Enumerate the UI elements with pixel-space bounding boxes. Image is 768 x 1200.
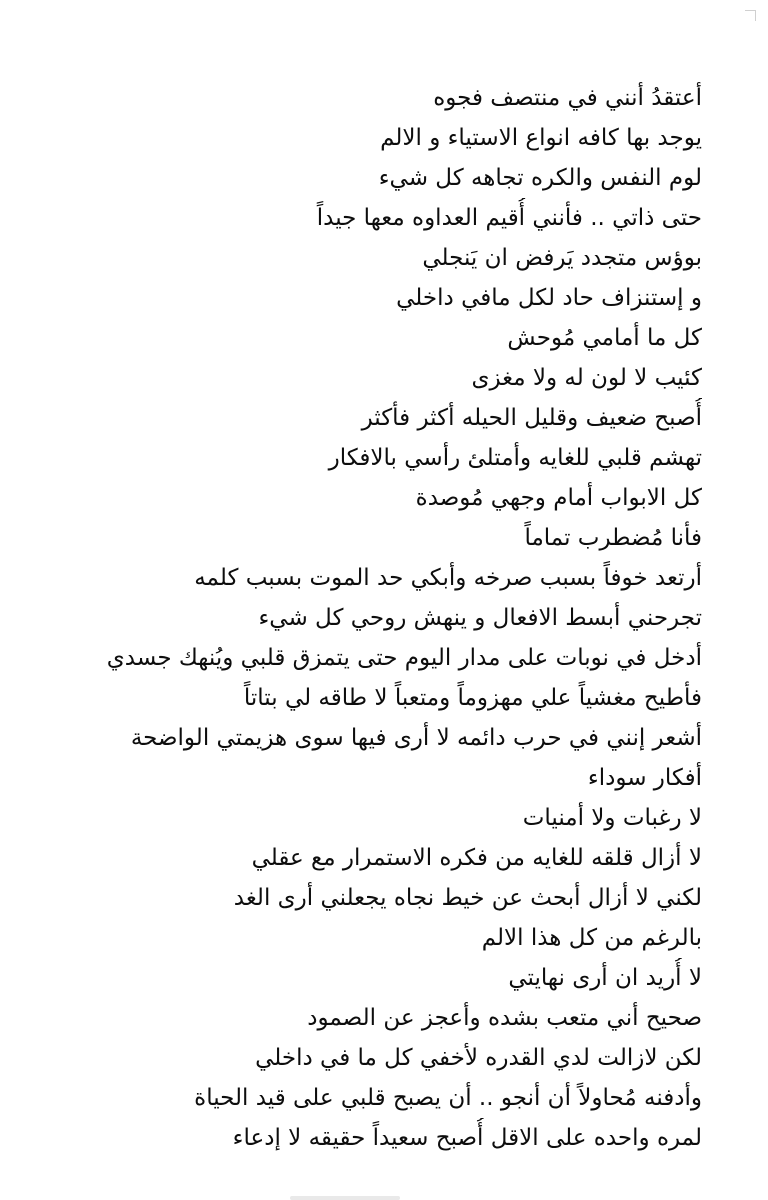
- poem-line: أرتعد خوفاً بسبب صرخه وأبكي حد الموت بسبب كلمه: [194, 565, 702, 591]
- poem-line: لا أُريد ان أرى نهايتي: [508, 965, 702, 991]
- poem-line: بالرغم من كل هذا الالم: [481, 925, 702, 951]
- poem-line: فأطيح مغشياً علي مهزوماً ومتعباً لا طاقه لي بتاتاً: [243, 685, 702, 711]
- poem-line: بوؤس متجدد يَرفض ان يَنجلي: [422, 245, 702, 271]
- poem-line: وأدفنه مُحاولاً أن أنجو .. أن يصبح قلبي على قيد الحياة: [194, 1085, 702, 1111]
- poem-line: لا أزال قلقه للغايه من فكره الاستمرار مع عقلي: [251, 845, 702, 871]
- poem-line: أفكار سوداء: [587, 765, 702, 791]
- poem-line: تهشم قلبي للغايه وأمتلئ رأسي بالافكار: [328, 445, 702, 471]
- poem-line: كل ما أمامي مُوحش: [507, 325, 702, 351]
- poem-line: تجرحني أبسط الافعال و ينهش روحي كل شيء: [258, 605, 702, 631]
- poem-line: كئيب لا لون له ولا مغزى: [471, 365, 702, 391]
- poem-line: أعتقدُ أنني في منتصف فجوه: [433, 85, 702, 111]
- poem-line: لوم النفس والكره تجاهه كل شيء: [378, 165, 702, 191]
- poem-line: لمره واحده على الاقل أُصبح سعيداً حقيقه لا إدعاء: [232, 1125, 702, 1151]
- corner-mark: [745, 10, 756, 21]
- poem-line: و إستنزاف حاد لكل مافي داخلي: [396, 285, 702, 311]
- poem-text: [52, 78, 702, 1158]
- poem-line: فأنا مُضطرب تماماً: [524, 525, 702, 551]
- poem-line: يوجد بها كافه انواع الاستياء و الالم: [380, 125, 702, 151]
- poem-line: أُصبح ضعيف وقليل الحيله أكثر فأكثر: [361, 405, 702, 431]
- home-indicator: [290, 1196, 400, 1200]
- poem-line: أدخل في نوبات على مدار اليوم حتى يتمزق قلبي ويُنهك جسدي: [106, 645, 702, 671]
- poem-line: لكن لازالت لدي القدره لأخفي كل ما في داخلي: [255, 1045, 702, 1071]
- poem-line: أشعر إنني في حرب دائمه لا أرى فيها سوى هزيمتي الواضحة: [130, 725, 702, 751]
- poem-line: لا رغبات ولا أمنيات: [522, 805, 702, 831]
- poem-line: حتى ذاتي .. فأنني أُقيم العداوه معها جيداً: [316, 205, 702, 231]
- poem-line: كل الابواب أمام وجهي مُوصدة: [415, 485, 702, 511]
- poem-line: صحيح أني متعب بشده وأعجز عن الصمود: [307, 1005, 702, 1031]
- poem-line: لكني لا أزال أبحث عن خيط نجاه يجعلني أرى الغد: [233, 885, 702, 911]
